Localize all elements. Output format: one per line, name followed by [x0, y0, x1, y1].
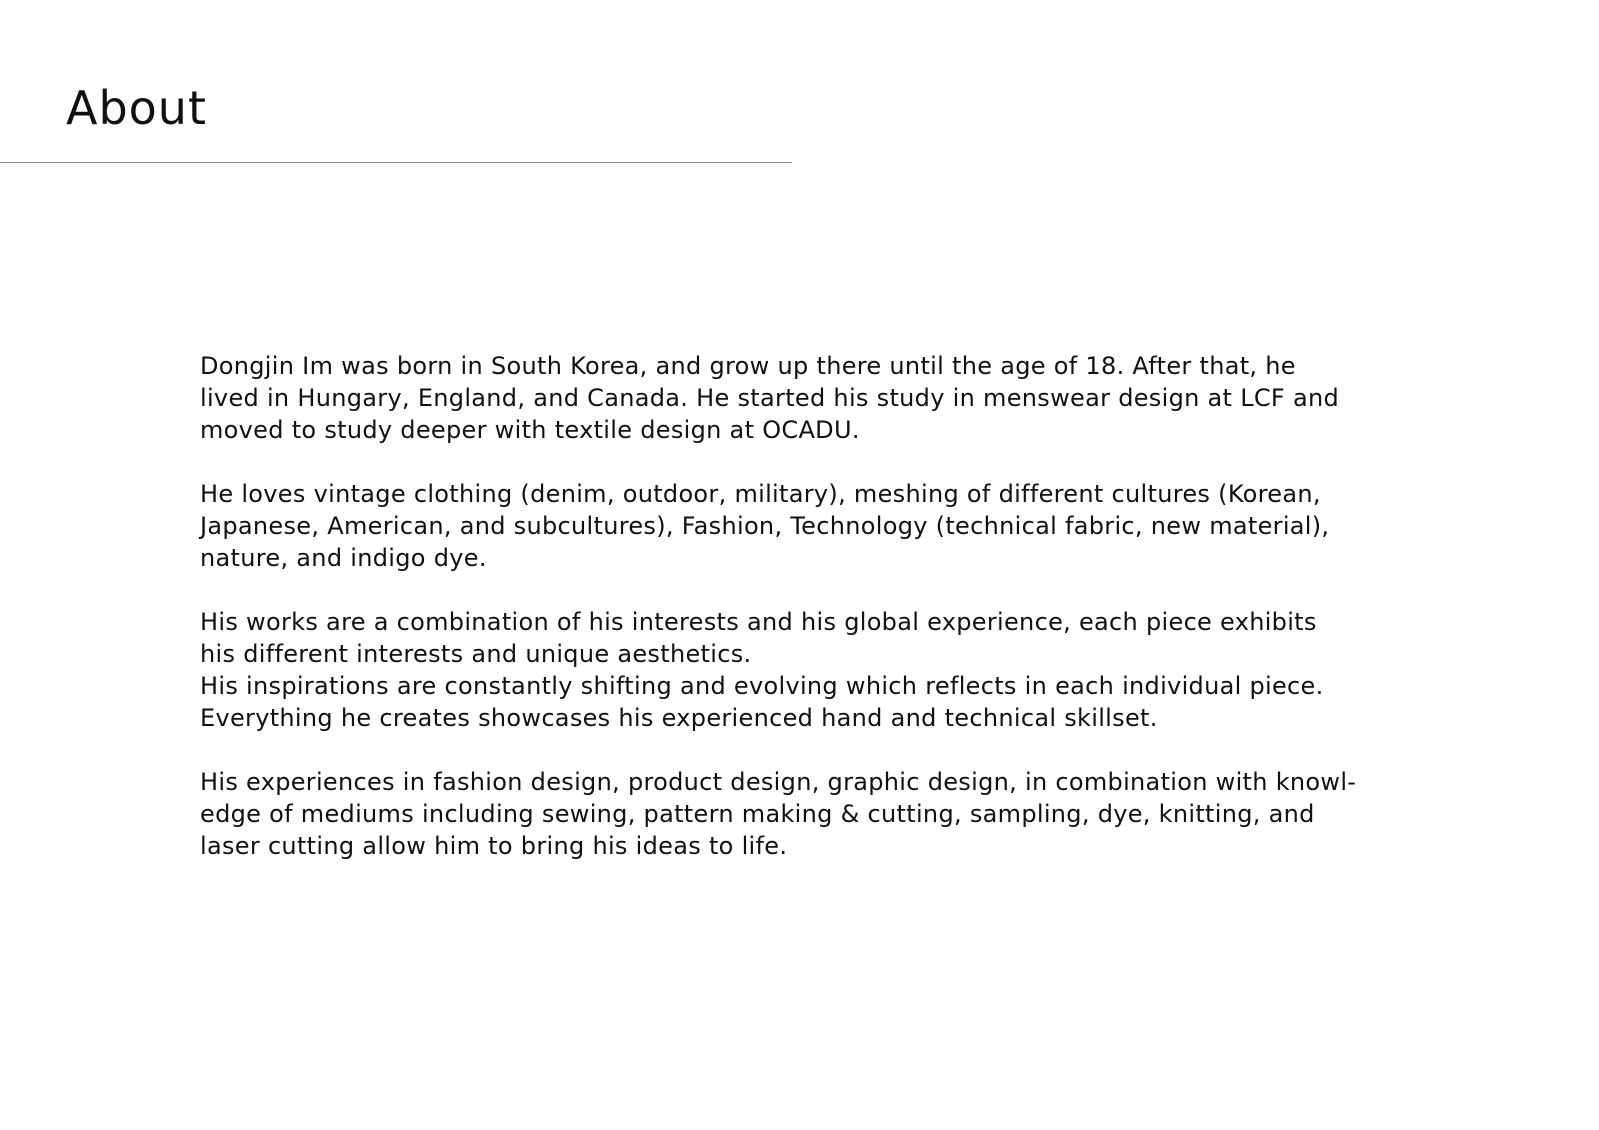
- text-line: His inspirations are constantly shifting and evolving which reflects in each individual piece.: [200, 672, 1324, 700]
- text-line: nature, and indigo dye.: [200, 544, 487, 572]
- page-title: About: [66, 81, 208, 135]
- paragraph-spacer: [200, 446, 1420, 478]
- text-line: Everything he creates showcases his experienced hand and technical skillset.: [200, 704, 1158, 732]
- text-line: lived in Hungary, England, and Canada. He started his study in menswear design at LCF and: [200, 384, 1340, 412]
- text-line: his different interests and unique aesthetics.: [200, 640, 752, 668]
- paragraph-spacer: [200, 574, 1420, 606]
- text-line: edge of mediums including sewing, pattern making & cutting, sampling, dye, knitting, and: [200, 800, 1315, 828]
- about-text: [200, 350, 1420, 862]
- text-line: moved to study deeper with textile design at OCADU.: [200, 416, 860, 444]
- text-line: His works are a combination of his interests and his global experience, each piece exhibits: [200, 608, 1317, 636]
- paragraph-spacer: [200, 734, 1420, 766]
- bio-paragraph-4: [200, 766, 1420, 862]
- bio-paragraph-2: [200, 478, 1420, 574]
- title-divider: [0, 162, 792, 163]
- text-line: Dongjin Im was born in South Korea, and grow up there until the age of 18. After that, he: [200, 352, 1296, 380]
- text-line: Japanese, American, and subcultures), Fashion, Technology (technical fabric, new material),: [200, 512, 1330, 540]
- text-line: He loves vintage clothing (denim, outdoor, military), meshing of different cultures (Korean,: [200, 480, 1321, 508]
- bio-paragraph-3: [200, 606, 1420, 734]
- bio-paragraph-1: [200, 350, 1420, 446]
- text-line: laser cutting allow him to bring his ideas to life.: [200, 832, 788, 860]
- text-line: His experiences in fashion design, product design, graphic design, in combination with knowl-: [200, 768, 1357, 796]
